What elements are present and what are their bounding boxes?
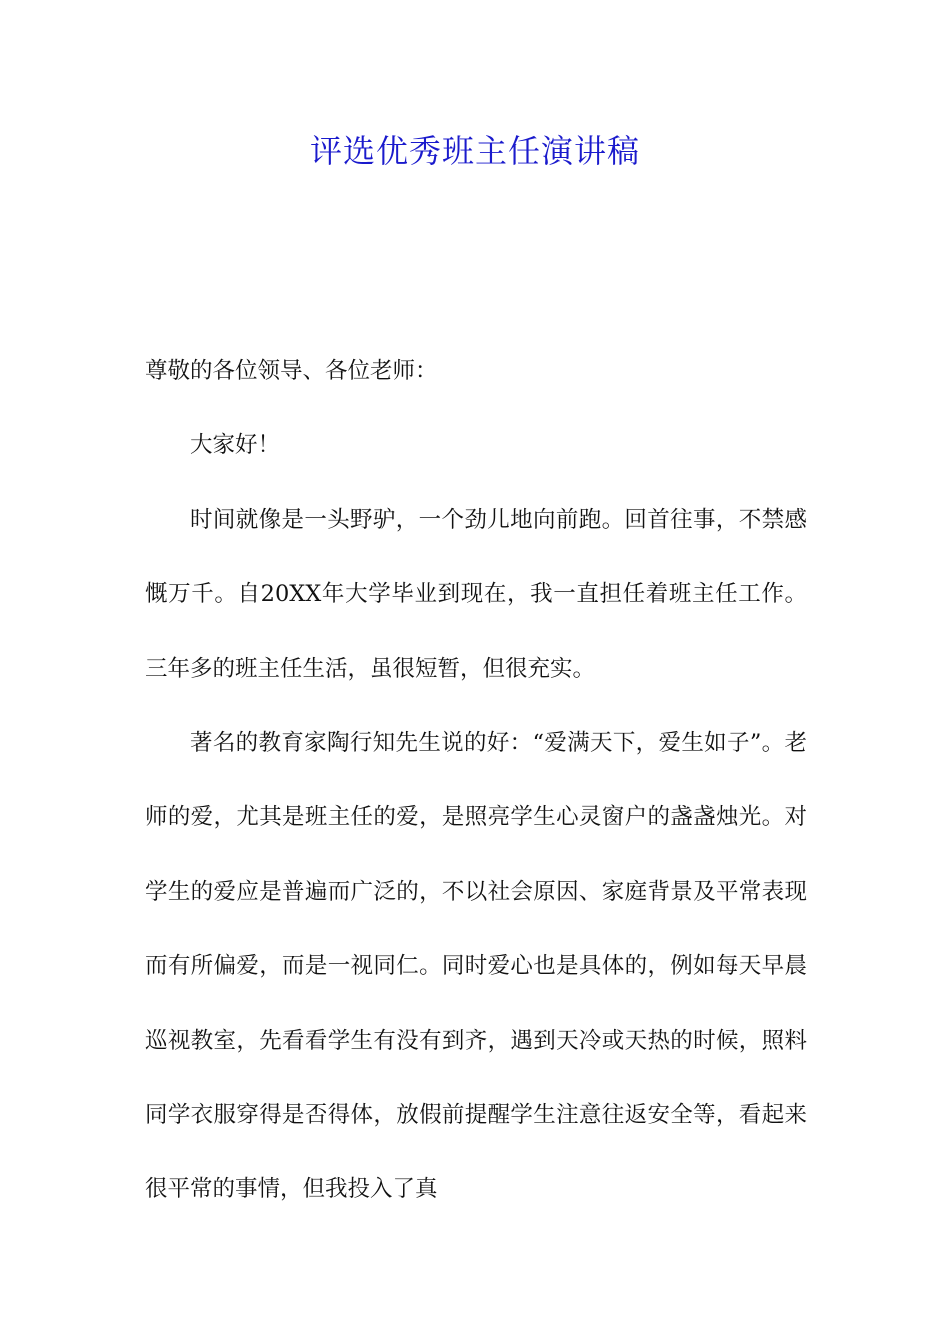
document-title: 评选优秀班主任演讲稿	[309, 132, 640, 170]
greeting: 大家好！	[190, 432, 281, 459]
salutation: 尊敬的各位领导、各位老师：	[145, 358, 438, 384]
paragraph: 时间就像是一头野驴，一个劲儿地向前跑。回首往事，不禁感慨万千。自20XX年大学毕业到现在，我一直担任着班主任工作。三年多的班主任生活，虽很短暂，但很充实。	[145, 506, 807, 682]
paragraph: 著名的教育家陶行知先生说的好：“爱满天下，爱生如子”。老师的爱，尤其是班主任的爱，是照亮学生心灵窗户的盏盏烛光。对学生的爱应是普遍而广泛的，不以社会原因、家庭背景及平常表现而有所偏爱，而是一视同仁。同时爱心也是具体的，例如每天早晨巡视教室，先看看学生有没有到齐，遇到天冷或天热的时候，照料同学衣服穿得是否得体，放假前提醒学生注意往返安全等，看起来很平常的事情，但我投入了真	[145, 730, 807, 1203]
document-body	[145, 334, 807, 1227]
